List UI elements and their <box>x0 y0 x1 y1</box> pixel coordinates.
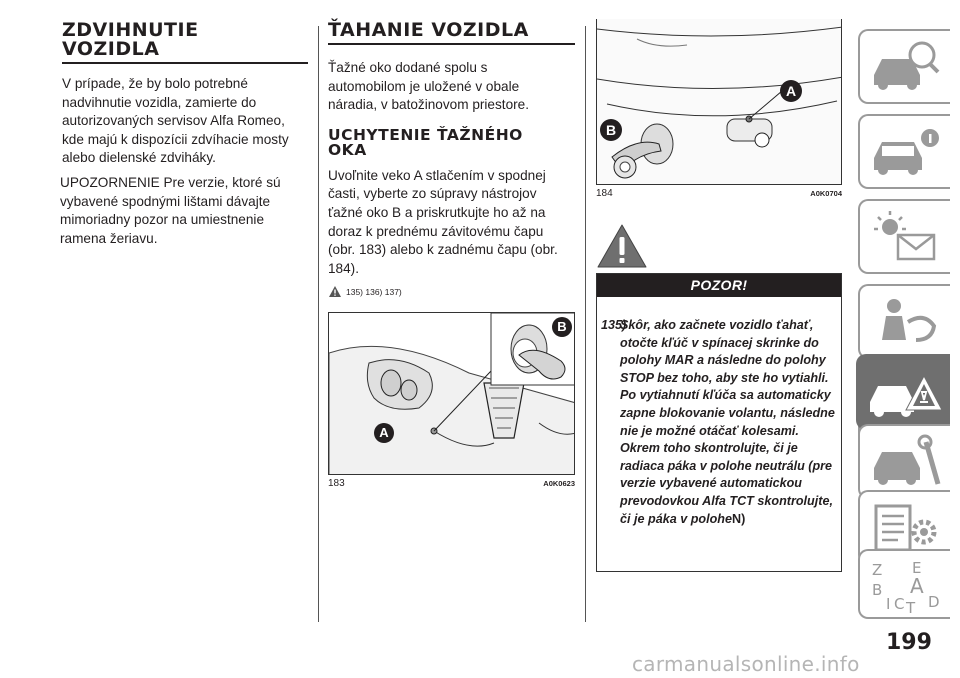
svg-text:B: B <box>872 581 883 599</box>
label-a-badge: A <box>374 423 394 443</box>
warning-triangle-icon <box>596 223 648 269</box>
figure-183-caption <box>328 474 575 489</box>
subsection-title-tow-hook: UCHYTENIE ŤAŽNÉHO OKA <box>328 125 523 160</box>
label-b-badge: B <box>600 119 622 141</box>
figure-code: A0K0623 <box>543 479 575 489</box>
svg-text:A: A <box>910 574 924 598</box>
figure-184-image <box>596 19 842 184</box>
figure-183-image <box>328 312 575 474</box>
figure-184 <box>596 19 842 199</box>
warning-body <box>597 297 841 542</box>
figure-number: 183 <box>328 478 345 490</box>
watermark: carmanualsonline.info <box>632 652 860 676</box>
towing-paragraph: Ťažné oko dodané spolu s automobilom je uložené v obale náradia, v batožinovom priestore. <box>328 60 529 113</box>
column-divider <box>585 26 586 622</box>
warning-box <box>596 273 842 572</box>
figure-code: A0K0704 <box>810 189 842 198</box>
warning-number: 135) <box>601 318 627 332</box>
tow-hook-paragraph: Uvoľnite veko A stlačením v spodnej časti, vyberte zo súpravy nástrojov ťažné oko B a priskrutkujte ho až na doraz k prednému závitovému čapu (obr. 183) alebo k zadnému čapu (obr. 184). <box>328 167 558 276</box>
warning-text-wrap <box>620 317 835 528</box>
warning-text-end: N) <box>732 511 746 526</box>
tab-emergency[interactable] <box>856 354 950 430</box>
emergency-icon <box>866 362 944 424</box>
lifting-warning-paragraph: UPOZORNENIE Pre verzie, ktoré sú vybavené spodnými lištami dávajte mimoriadny pozor na umiestnenie ramena žeriavu. <box>60 174 281 246</box>
airbag-safety-icon <box>868 292 944 352</box>
svg-text:I: I <box>886 595 891 613</box>
title-rule <box>328 43 575 45</box>
figure-number: 184 <box>596 188 613 199</box>
warning-lights-icon <box>868 207 944 267</box>
svg-text:C: C <box>894 595 905 613</box>
warning-text: Skôr, ako začnete vozidlo ťahať, otočte kľúč v spínacej skrinke do polohy MAR a následne do polohy STOP bez toho, aby ste ho vytiahli. Po vytiahnutí kľúča sa automaticky zapne blokovanie volantu, následne nie je možné otáčať kolesami. Okrem toho skontrolujte, či je radiaca páka v polohe neutrálu (pre verzie vybavené automatickou prevodovkou Alfa TCT skontrolujte, či je páka v polohe <box>620 318 835 526</box>
index-icon <box>868 557 944 615</box>
title-rule <box>62 62 308 64</box>
tab-know-car[interactable] <box>858 114 950 189</box>
warning-title: POZOR! <box>597 274 841 297</box>
column-lifting <box>62 21 308 248</box>
car-info-icon <box>868 122 944 182</box>
tab-index[interactable] <box>858 549 950 619</box>
references-row <box>328 285 575 298</box>
warning-references: 135) 136) 137) <box>346 286 402 297</box>
tab-safety[interactable] <box>858 284 950 359</box>
lifting-paragraph: V prípade, že by bolo potrebné nadvihnutie vozidla, zamierte do autorizovaných servisov Alfa Romeo, kde majú k dispozícii zdvíhacie mosty alebo dielenské zdviháky. <box>62 76 289 166</box>
maintenance-icon <box>868 432 944 492</box>
column-towing <box>328 21 575 489</box>
figure-183 <box>328 312 575 489</box>
car-dashboard-icon <box>868 37 944 97</box>
rear-bumper-illustration <box>597 19 842 184</box>
tab-warning-lights[interactable] <box>858 199 950 274</box>
svg-text:D: D <box>928 593 940 611</box>
section-title-towing: ŤAHANIE VOZIDLA <box>328 19 529 41</box>
warning-triangle-icon <box>328 285 342 298</box>
svg-text:E: E <box>912 559 922 577</box>
label-b-badge: B <box>552 317 572 337</box>
front-bumper-illustration <box>329 313 575 474</box>
section-title-lifting: ZDVIHNUTIE VOZIDLA <box>62 19 199 60</box>
svg-text:Z: Z <box>872 561 883 579</box>
svg-text:T: T <box>906 599 916 615</box>
column-figure-warning <box>596 21 842 572</box>
column-divider <box>318 26 319 622</box>
tab-maintenance[interactable] <box>858 424 950 499</box>
tab-dashboard[interactable] <box>858 29 950 104</box>
label-a-badge: A <box>780 80 802 102</box>
page-number: 199 <box>886 630 932 655</box>
figure-184-caption <box>596 184 842 199</box>
